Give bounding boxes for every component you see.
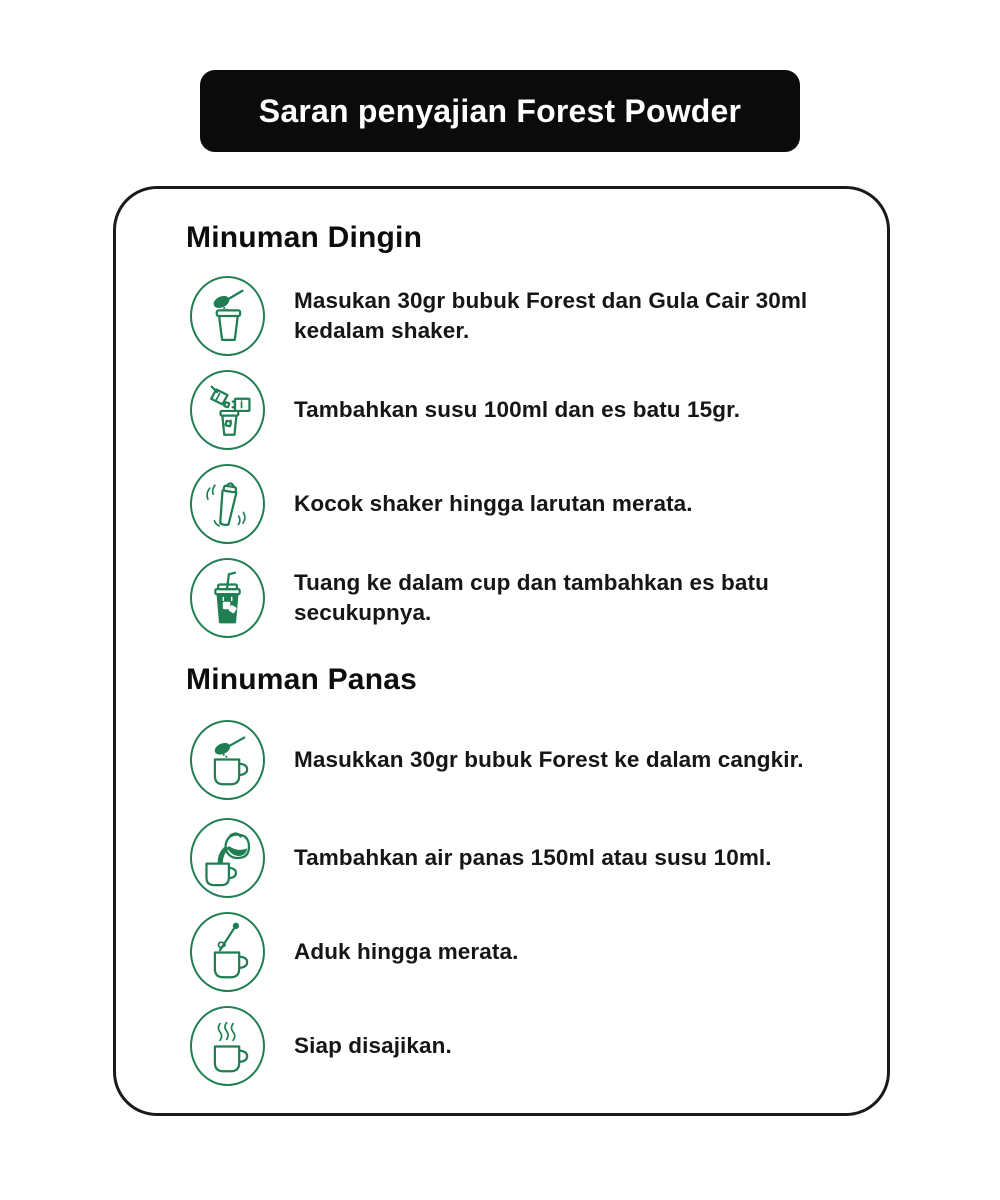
step-row [190,912,842,992]
pour-hot-water-into-mug-icon [190,818,265,898]
instructions-card [113,186,890,1116]
stir-mug-icon [190,912,265,992]
title-badge [200,70,800,152]
step-row [190,464,842,544]
add-milk-and-ice-icon [190,370,265,450]
section-heading-cold-drinks: Minuman Dingin [186,221,423,254]
step-row [190,558,842,638]
step-row [190,720,842,800]
step-row [190,1006,842,1086]
section-heading-hot-drinks: Minuman Panas [186,663,417,696]
steaming-mug-icon [190,1006,265,1086]
step-text: Kocok shaker hingga larutan merata. [294,491,693,516]
step-text: Aduk hingga merata. [294,939,519,964]
step-text: Siap disajikan. [294,1033,452,1058]
spoon-powder-into-mug-icon [190,720,265,800]
scoop-powder-into-shaker-icon [190,276,265,356]
step-row [190,818,842,898]
page-title: Saran penyajian Forest Powder [258,92,742,129]
step-row [190,276,842,356]
shake-shaker-icon [190,464,265,544]
iced-cup-icon [190,558,265,638]
step-text: Masukkan 30gr bubuk Forest ke dalam cangkir. [294,747,804,772]
step-text: Masukan 30gr bubuk Forest dan Gula Cair 30ml kedalam shaker. [294,288,808,343]
step-text: Tuang ke dalam cup dan tambahkan es batu secukupnya. [294,570,769,625]
step-text: Tambahkan susu 100ml dan es batu 15gr. [294,397,741,422]
step-row [190,370,842,450]
step-text: Tambahkan air panas 150ml atau susu 10ml. [294,845,772,870]
